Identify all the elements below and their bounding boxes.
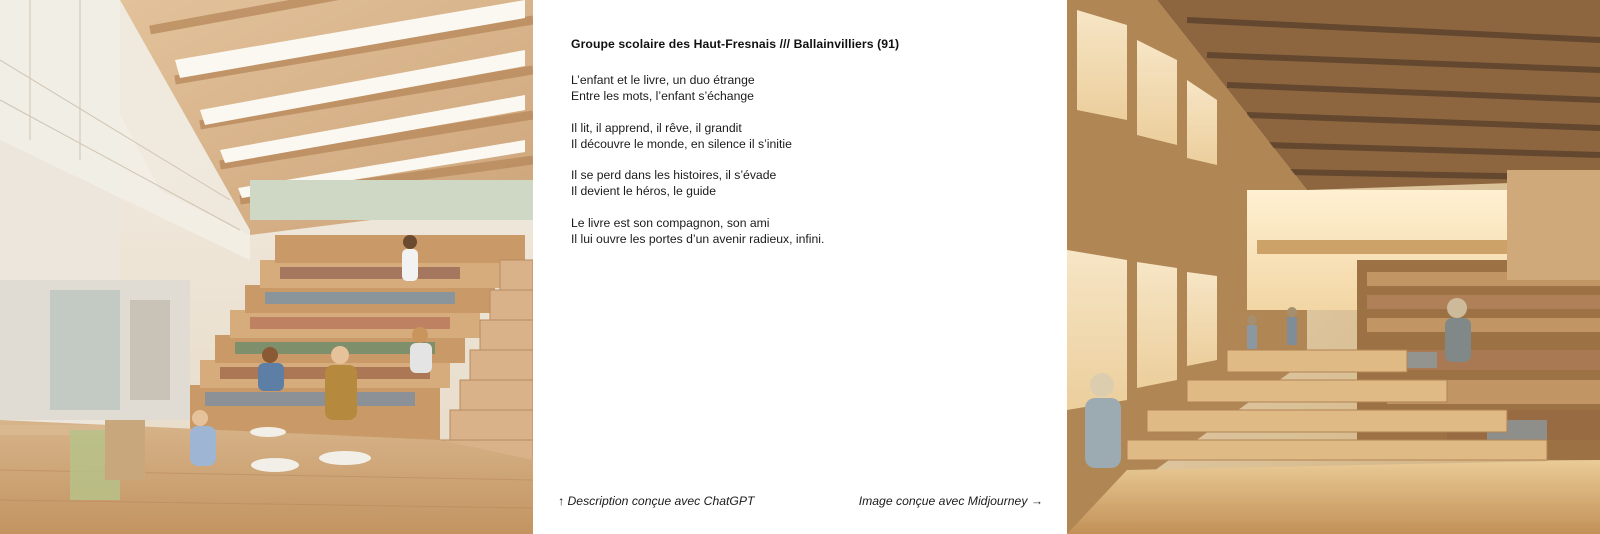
poem-line: Il se perd dans les histoires, il s’évade — [571, 168, 777, 182]
poem-line: Il lit, il apprend, il rêve, il grandit — [571, 120, 742, 135]
architectural-render-image — [0, 0, 533, 534]
ai-generated-image — [1067, 0, 1600, 534]
poem-stanza — [571, 120, 1041, 152]
poem-line: L’enfant et le livre, un duo étrange — [571, 73, 755, 87]
poem — [571, 72, 1041, 262]
library-ai-illustration — [1067, 0, 1600, 534]
library-render-illustration — [0, 0, 533, 534]
poem-stanza — [571, 72, 1041, 104]
chatgpt-credit-caption — [558, 494, 754, 508]
poem-line: Il devient le héros, le guide — [571, 184, 716, 198]
poem-line: Il lui ouvre les portes d’un avenir radieux, infini. — [571, 231, 825, 246]
text-panel — [533, 0, 1067, 534]
poem-line: Le livre est son compagnon, son ami — [571, 215, 770, 230]
poem-stanza — [571, 167, 1041, 199]
poem-line: Entre les mots, l’enfant s’échange — [571, 89, 754, 103]
midjourney-credit-caption — [859, 494, 1043, 508]
arrow-up-icon: ↑ — [558, 494, 565, 508]
poem-stanza — [571, 215, 1041, 247]
poem-line: Il découvre le monde, en silence il s’initie — [571, 136, 792, 151]
midjourney-credit-text: Image conçue avec Midjourney — [858, 494, 1028, 508]
arrow-right-icon: → — [1030, 494, 1043, 508]
project-title: Groupe scolaire des Haut-Fresnais /// Ballainvilliers (91) — [571, 37, 900, 51]
chatgpt-credit-text: Description conçue avec ChatGPT — [567, 494, 755, 508]
